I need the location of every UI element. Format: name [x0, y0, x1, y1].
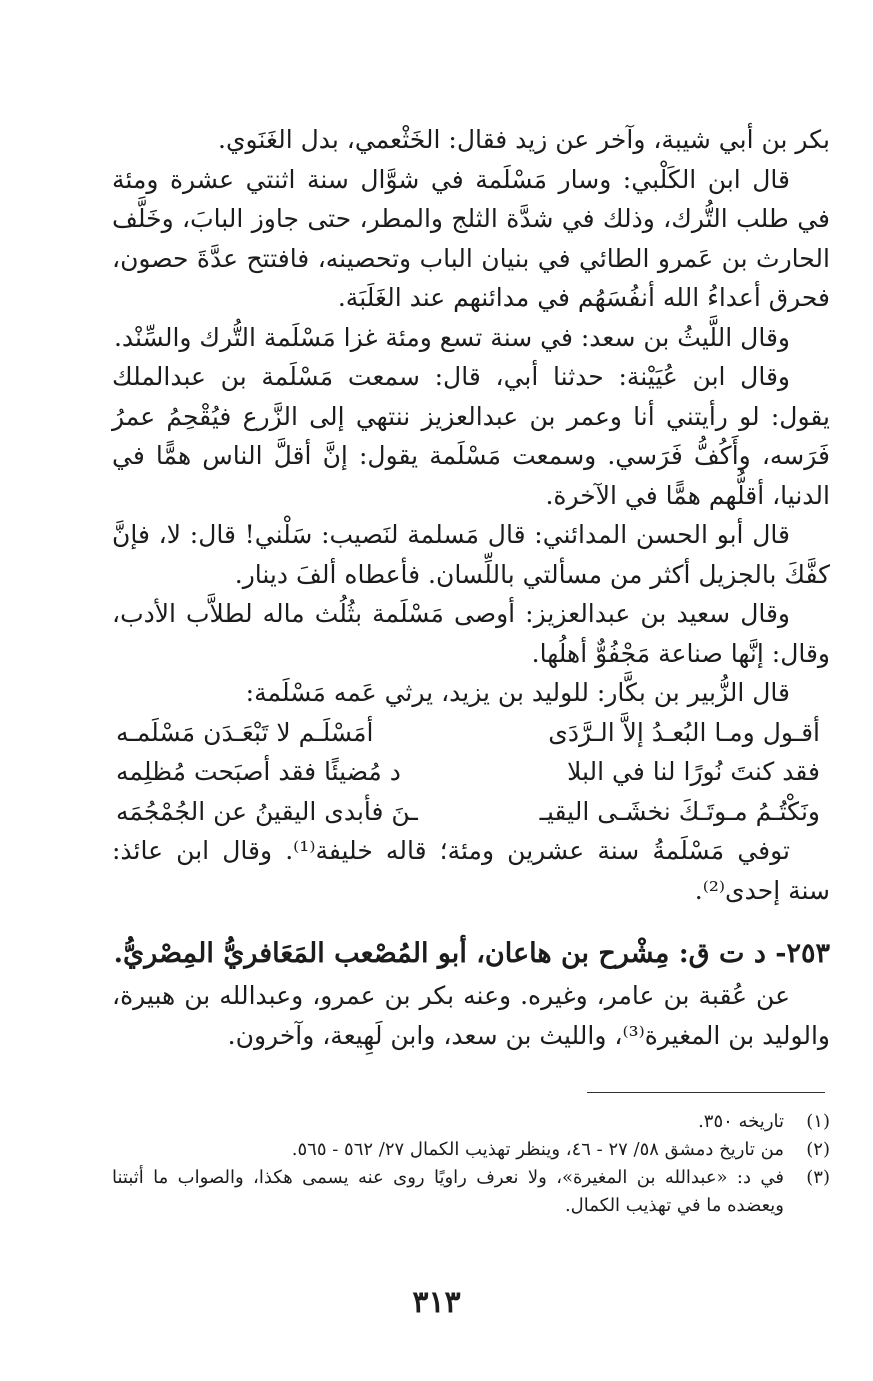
- poem-verse-3: [112, 792, 830, 832]
- paragraph-8: توفي مَسْلَمةُ سنة عشرين ومئة؛ قاله خليفة⁽¹⁾. وقال ابن عائذ: سنة إحدى⁽²⁾.: [112, 836, 830, 905]
- entry-heading: [112, 932, 830, 976]
- hemistich-first: فقد كنتَ نُورًا لنا في البلا: [567, 757, 820, 786]
- entry-name: مِشْرح بن هاعان، أبو المُصْعب المَعَافريُّ المِصْريُّ.: [113, 938, 670, 969]
- page-number: ٣١٣: [412, 1285, 461, 1320]
- hemistich-first: ونَكْتُـمُ مـوتَـكَ نخشَـى اليقيـ: [539, 796, 820, 826]
- hemistich-first: أقـول ومـا البُعـدُ إلاَّ الـرَّدَى: [548, 717, 820, 747]
- paragraph-2: قال ابن الكَلْبي: وسار مَسْلَمة في شوَّال سنة اثنتي عشرة ومئة في طلب التُّرك، وذلك في شدَّة الثلج والمطر، حتى جاوز البابَ، وخَلَّف الحارث بن عَمرو الطائي في بنيان الباب وتحصينه، فافتتح عدَّةَ حصون، فحرق أعداءُ الله أنفُسَهُم في مدائنهم عند الغَلَبَة.: [112, 164, 830, 312]
- main-text: [112, 120, 830, 1055]
- footnote-marker: (٢): [806, 1139, 830, 1160]
- footnote-text: تاريخه ٣٥٠.: [698, 1111, 784, 1132]
- footnote-marker: (٣): [806, 1167, 830, 1188]
- poem-verse-1: [112, 713, 830, 753]
- hemistich-second: د مُضيئًا فقد أصبَحت مُظلِمه: [116, 757, 401, 786]
- paragraph-4: وقال ابن عُيَيْنة: حدثنا أبي، قال: سمعت مَسْلَمة بن عبدالملك يقول: لو رأيتني أنا وعمر بن عبدالعزيز ننتهي إلى الزَّرع فيُقْحِمُ عمرُ فَرَسه، وأَكُفُّ فَرَسي. وسمعت مَسْلَمة يقول: إنَّ أقلَّ الناس همًّا في الدنيا، أقلُّهم همًّا في الآخرة.: [112, 362, 830, 510]
- paragraph-9: عن عُقبة بن عامر، وغيره. وعنه بكر بن عمرو، وعبدالله بن هبيرة، والوليد بن المغيرة⁽³⁾، والليث بن سعد، وابن لَهِيعة، وآخرون.: [112, 981, 830, 1050]
- paragraph-5: قال أبو الحسن المدائني: قال مَسلمة لنَصيب: سَلْني! قال: لا، فإنَّ كفَّكَ بالجزيل أكثر من مسألتي باللِّسان. فأعطاه ألفَ دينار.: [112, 520, 830, 589]
- footnote-2: [112, 1136, 830, 1164]
- footnotes: [112, 1108, 830, 1220]
- hemistich-second: أمَسْلَـم لا تَبْعَـدَن مَسْلَمـه: [116, 717, 374, 747]
- paragraph-7: قال الزُّبير بن بكَّار: للوليد بن يزيد، يرثي عَمه مَسْلَمة:: [245, 678, 790, 707]
- poem-verse-2: [112, 752, 830, 792]
- paragraph-3: وقال اللَّيثُ بن سعد: في سنة تسع ومئة غزا مَسْلَمة التُّرك والسِّنْد.: [113, 322, 790, 352]
- footnote-text: من تاريخ دمشق ٥٨/ ٢٧ - ٤٦، وينظر تهذيب الكمال ٢٧/ ٥٦٢ - ٥٦٥.: [291, 1139, 784, 1160]
- paragraph-1: بكر بن أبي شيبة، وآخر عن زيد فقال: الخَثْعمي، بدل الغَنَوي.: [218, 125, 830, 154]
- footnote-text: في د: «عبدالله بن المغيرة»، ولا نعرف راويًا روى عنه يسمى هكذا، والصواب ما أثبتنا ويعضده ما في تهذيب الكمال.: [112, 1167, 784, 1216]
- paragraph-6: وقال سعيد بن عبدالعزيز: أوصى مَسْلَمة بثُلُث ماله لطلاَّب الأدب، وقال: إنَّها صناعة مَجْفُوٌّ أهلُها.: [112, 599, 830, 668]
- footnote-divider: [587, 1092, 825, 1093]
- poem: [112, 713, 830, 832]
- footnote-3: [112, 1164, 830, 1220]
- footnote-1: [112, 1108, 830, 1136]
- entry-number: ٢٥٣- د ت ق:: [678, 938, 830, 969]
- footnote-marker: (١): [806, 1111, 830, 1132]
- hemistich-second: ـنَ فأبدى اليقينُ عن الجُمْجُمَه: [116, 796, 418, 826]
